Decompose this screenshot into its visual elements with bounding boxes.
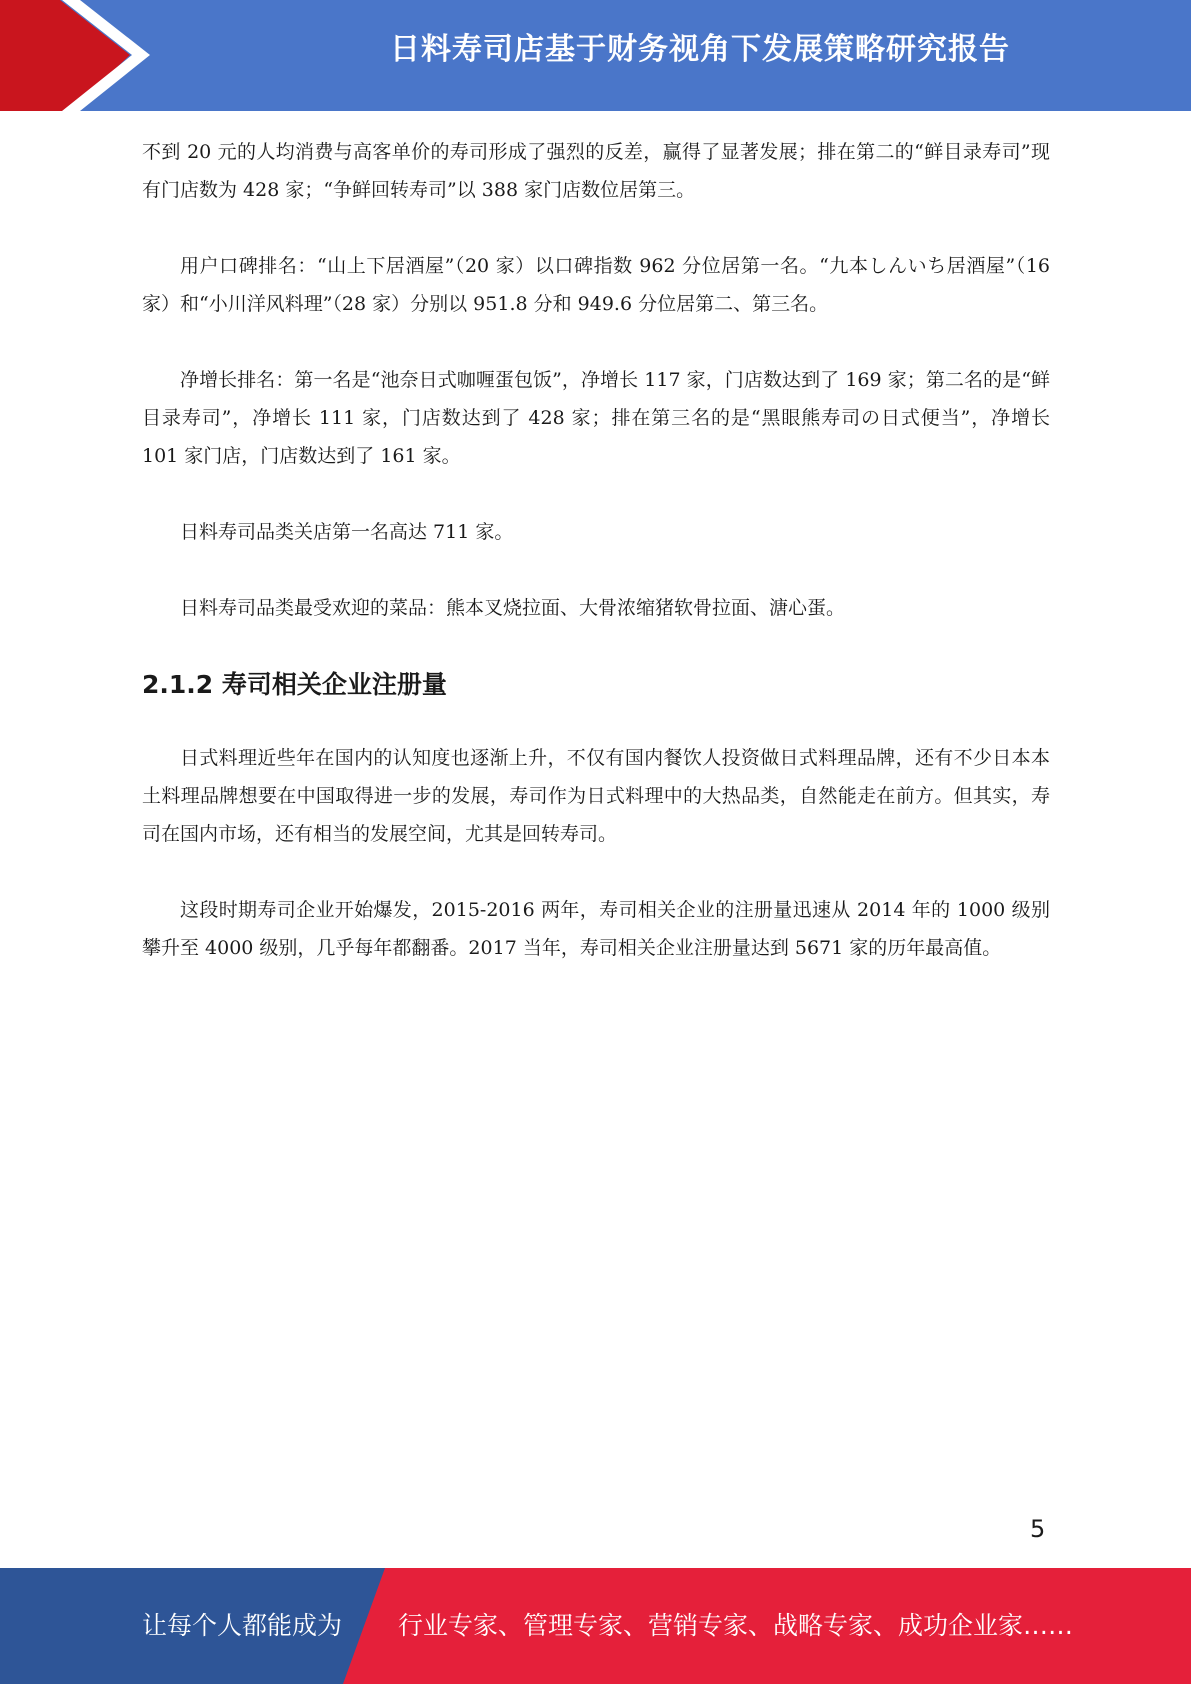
paragraph: 这段时期寿司企业开始爆发，2015-2016 两年，寿司相关企业的注册量迅速从 2014 年的 1000 级别攀升至 4000 级别，几乎每年都翻番。2017 当年，寿司相关企业注册量达到 5671 家的历年最高值。 [142,899,1050,959]
footer-slogan-right: 行业专家、管理专家、营销专家、战略专家、成功企业家…… [398,1611,1074,1640]
section-heading: 2.1.2 寿司相关企业注册量 [142,670,447,699]
paragraph: 日式料理近些年在国内的认知度也逐渐上升，不仅有国内餐饮人投资做日式料理品牌，还有不少日本本土料理品牌想要在中国取得进一步的发展，寿司作为日式料理中的大热品类，自然能走在前方。但其实，寿司在国内市场，还有相当的发展空间，尤其是回转寿司。 [142,747,1050,845]
page-header [0,0,1191,111]
header-red-chevron [0,0,150,111]
paragraph: 净增长排名：第一名是“池奈日式咖喱蛋包饭”，净增长 117 家，门店数达到了 169 家；第二名的是“鲜目录寿司”，净增长 111 家，门店数达到了 428 家；排在第三名的是“黑眼熊寿司の日式便当”，净增长 101 家门店，门店数达到了 161 家。 [142,369,1050,467]
document-body [142,133,1050,1005]
page-number: 5 [1030,1515,1046,1543]
paragraph: 不到 20 元的人均消费与高客单价的寿司形成了强烈的反差，赢得了显著发展；排在第二的“鲜目录寿司”现有门店数为 428 家；“争鲜回转寿司”以 388 家门店数位居第三。 [142,141,1050,201]
footer-slogan-left: 让每个人都能成为 [142,1611,343,1640]
page-footer [0,1568,1191,1684]
paragraph: 日料寿司品类关店第一名高达 711 家。 [180,521,514,543]
paragraph: 用户口碑排名：“山上下居酒屋”（20 家）以口碑指数 962 分位居第一名。“九本しんいち居酒屋”（16 家）和“小川洋风料理”（28 家）分别以 951.8 分和 949.6 分位居第二、第三名。 [142,255,1050,315]
report-title: 日料寿司店基于财务视角下发展策略研究报告 [390,32,1010,67]
paragraph: 日料寿司品类最受欢迎的菜品：熊本叉烧拉面、大骨浓缩猪软骨拉面、溏心蛋。 [180,597,846,619]
